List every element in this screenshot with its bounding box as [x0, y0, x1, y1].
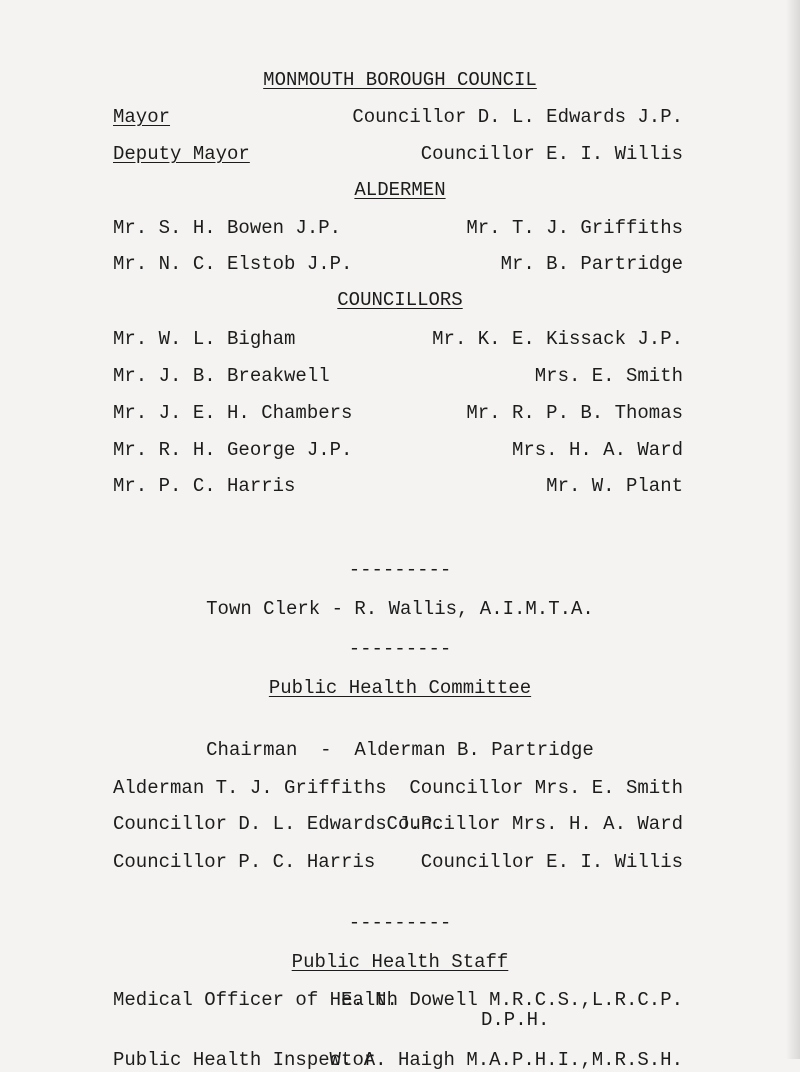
- separator: ---------: [348, 638, 452, 660]
- aldermen-heading: ALDERMEN: [354, 179, 446, 201]
- councillors-heading: COUNCILLORS: [337, 289, 463, 311]
- committee-member-right: Councillor E. I. Willis: [420, 851, 683, 873]
- councillor-left: Mr. R. H. George J.P.: [113, 439, 353, 461]
- deputy-mayor-name: Councillor E. I. Willis: [420, 143, 683, 165]
- committee-chairman: Chairman - Alderman B. Partridge: [206, 739, 594, 761]
- committee-member-left: Councillor D. L. Edwards J.P.: [113, 813, 444, 835]
- councillor-right: Mrs. H. A. Ward: [511, 439, 683, 461]
- councillor-right: Mr. K. E. Kissack J.P.: [432, 328, 683, 350]
- committee-member-right: Councillor Mrs. E. Smith: [409, 777, 683, 799]
- medical-officer-label: Medical Officer of Health: [113, 989, 399, 1011]
- alderman-left: Mr. S. H. Bowen J.P.: [113, 217, 342, 239]
- committee-heading: Public Health Committee: [268, 677, 532, 699]
- councillor-right: Mrs. E. Smith: [534, 365, 683, 387]
- document-title: MONMOUTH BOROUGH COUNCIL: [263, 69, 537, 91]
- councillor-right: Mr. W. Plant: [546, 475, 683, 497]
- deputy-mayor-label: Deputy Mayor: [113, 143, 250, 165]
- councillor-left: Mr. J. E. H. Chambers: [113, 402, 353, 424]
- medical-officer-qualification: D.P.H.: [481, 1009, 550, 1031]
- town-clerk: Town Clerk - R. Wallis, A.I.M.T.A.: [206, 598, 594, 620]
- alderman-right: Mr. B. Partridge: [500, 253, 683, 275]
- page-edge-shadow: [786, 0, 800, 1059]
- staff-heading: Public Health Staff: [291, 951, 509, 973]
- mayor-label: Mayor: [113, 106, 171, 128]
- committee-member-right: Councillor Mrs. H. A. Ward: [386, 813, 683, 835]
- mayor-name: Councillor D. L. Edwards J.P.: [352, 106, 683, 128]
- health-inspector-label: Public Health Inspector: [113, 1049, 376, 1071]
- committee-member-left: Alderman T. J. Griffiths: [113, 777, 387, 799]
- separator: ---------: [348, 912, 452, 934]
- councillor-right: Mr. R. P. B. Thomas: [466, 402, 683, 424]
- alderman-left: Mr. N. C. Elstob J.P.: [113, 253, 353, 275]
- committee-member-left: Councillor P. C. Harris: [113, 851, 376, 873]
- alderman-right: Mr. T. J. Griffiths: [466, 217, 683, 239]
- councillor-left: Mr. J. B. Breakwell: [113, 365, 330, 387]
- councillor-left: Mr. P. C. Harris: [113, 475, 296, 497]
- health-inspector-name: W. A. Haigh M.A.P.H.I.,M.R.S.H.: [329, 1049, 683, 1071]
- medical-officer-name: E. N. Dowell M.R.C.S.,L.R.C.P.: [340, 989, 683, 1011]
- councillor-left: Mr. W. L. Bigham: [113, 328, 296, 350]
- separator: ---------: [348, 559, 452, 581]
